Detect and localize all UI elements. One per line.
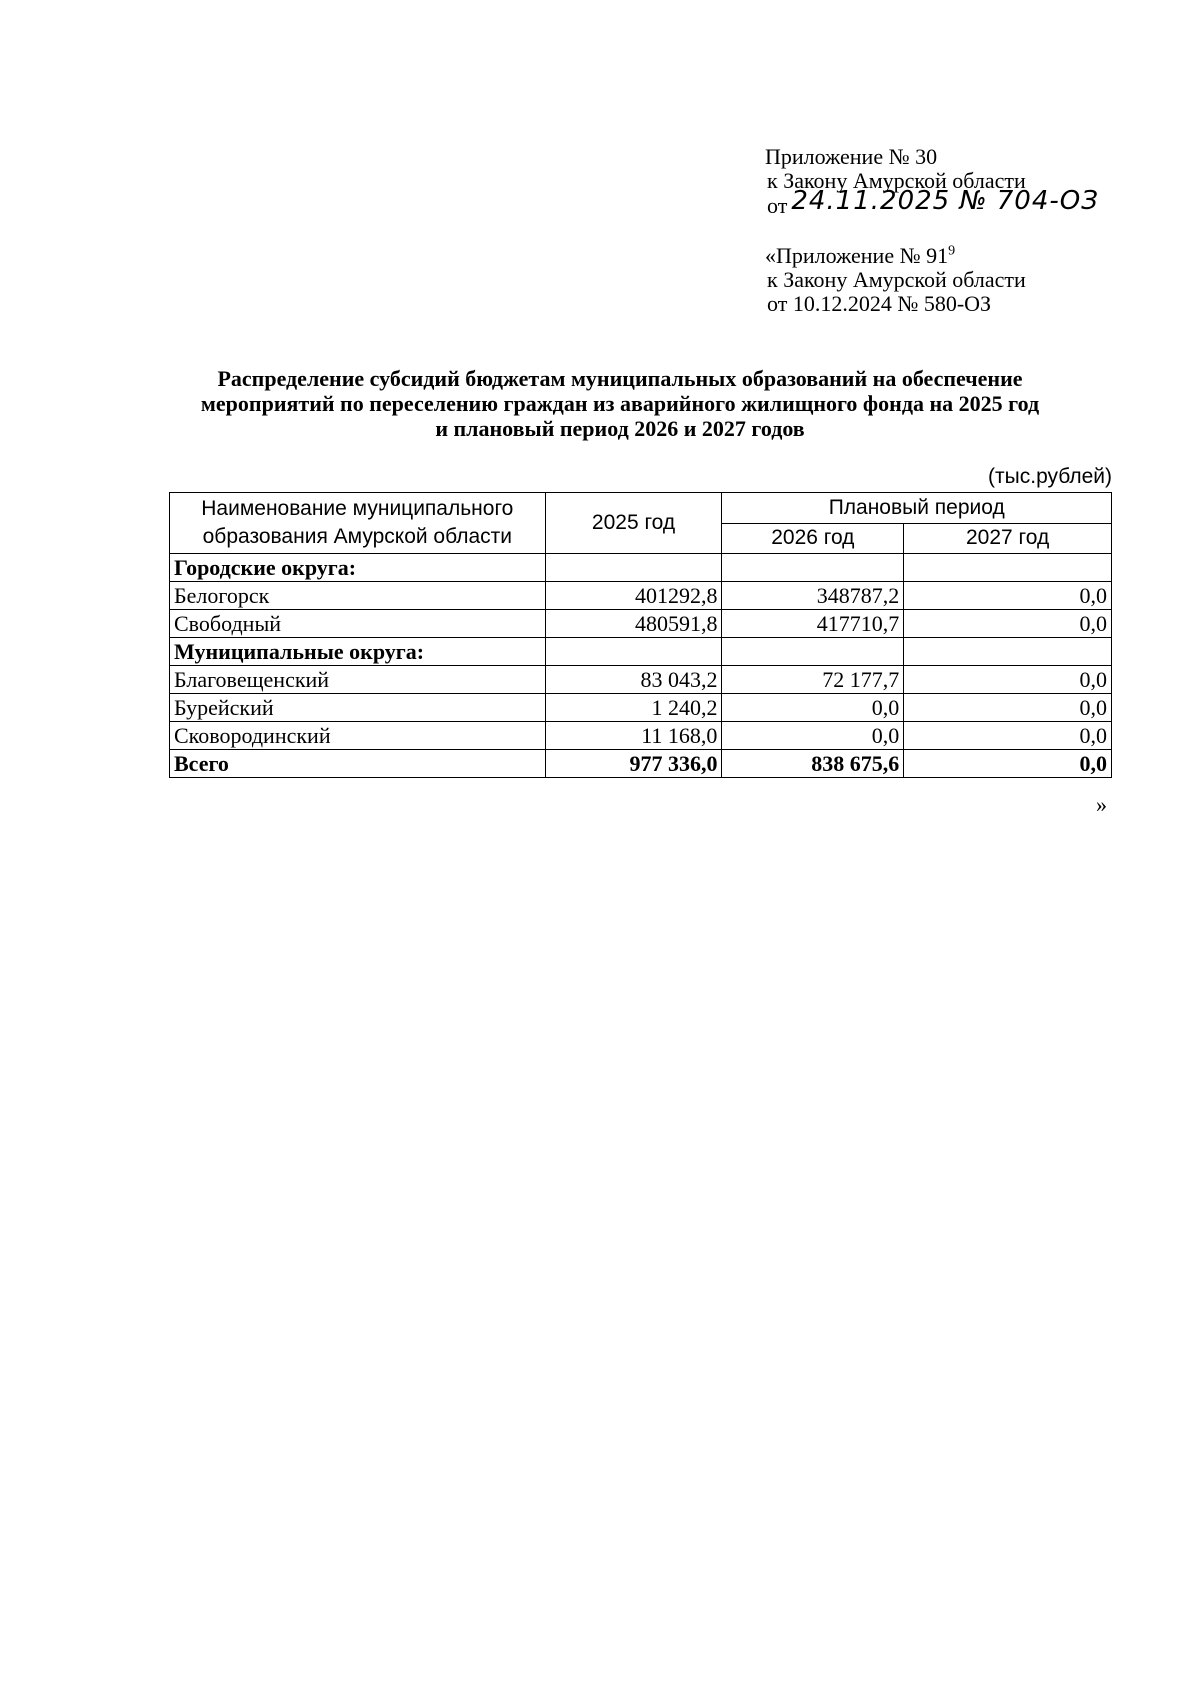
table-row [170, 694, 1112, 722]
row-value-2027: 0,0 [904, 694, 1112, 722]
row-value-2025: 11 168,0 [545, 722, 722, 750]
table-row [170, 610, 1112, 638]
row-name: Бурейский [170, 694, 546, 722]
table-row [170, 554, 1112, 582]
previous-annex-superscript: 9 [948, 243, 956, 259]
row-value-2026: 417710,7 [722, 610, 904, 638]
header-year-2025: 2025 год [545, 493, 722, 554]
title-line-2: мероприятий по переселению граждан из аварийного жилищного фонда на 2025 год [200, 391, 1040, 416]
row-value-2026: 348787,2 [722, 582, 904, 610]
row-value-2025: 480591,8 [545, 610, 722, 638]
row-name: Свободный [170, 610, 546, 638]
row-name: Благовещенский [170, 666, 546, 694]
previous-annex-number [765, 244, 1026, 268]
table-row [170, 638, 1112, 666]
row-value-2027: 0,0 [904, 666, 1112, 694]
row-value-2027: 0,0 [904, 610, 1112, 638]
header-planned-period: Плановый период [722, 493, 1112, 524]
row-value-2025: 83 043,2 [545, 666, 722, 694]
subsidy-table [169, 492, 1112, 778]
header-name-line-2: образования Амурской области [202, 525, 512, 548]
closing-quote: » [1096, 792, 1107, 817]
annex-date-line [767, 186, 1099, 218]
table-row [170, 666, 1112, 694]
title-line-3: и плановый период 2026 и 2027 годов [435, 416, 805, 441]
row-value-2026 [722, 554, 904, 582]
row-name: Городские округа: [170, 554, 546, 582]
row-value-2025: 1 240,2 [545, 694, 722, 722]
row-value-2027 [904, 554, 1112, 582]
header-name-line-1: Наименование муниципального [201, 497, 514, 520]
row-value-2026: 0,0 [722, 722, 904, 750]
header-year-2026: 2026 год [722, 523, 904, 554]
document-title [140, 366, 1100, 441]
row-value-2026: 0,0 [722, 694, 904, 722]
previous-annex-number-text: «Приложение № 91 [765, 243, 949, 268]
table-body [170, 554, 1112, 778]
title-line-1: Распределение субсидий бюджетам муниципальных образований на обеспечение [217, 366, 1023, 391]
row-value-2026: 72 177,7 [722, 666, 904, 694]
units-label: (тыс.рублей) [988, 465, 1112, 488]
row-value-2027: 0,0 [904, 582, 1112, 610]
annex-law: к Закону Амурской области [767, 168, 1026, 193]
total-value-2026: 838 675,6 [722, 750, 904, 778]
header-municipality-name [170, 493, 546, 554]
annex-number: Приложение № 30 [765, 144, 938, 169]
table-row [170, 722, 1112, 750]
total-row [170, 750, 1112, 778]
row-value-2025 [545, 638, 722, 666]
total-value-2027: 0,0 [904, 750, 1112, 778]
row-name: Муниципальные округа: [170, 638, 546, 666]
annex-reference [765, 145, 1099, 218]
row-name: Сковородинский [170, 722, 546, 750]
row-value-2027 [904, 638, 1112, 666]
previous-annex-law: к Закону Амурской области [767, 267, 1026, 292]
row-value-2027: 0,0 [904, 722, 1112, 750]
total-value-2025: 977 336,0 [545, 750, 722, 778]
table-header [170, 493, 1112, 554]
row-value-2025: 401292,8 [545, 582, 722, 610]
handwritten-date-number: 24.11.2025 № 704-ОЗ [791, 186, 1099, 216]
previous-annex-date: от 10.12.2024 № 580-ОЗ [767, 291, 992, 316]
previous-annex-reference [765, 244, 1026, 316]
table-row [170, 582, 1112, 610]
row-value-2026 [722, 638, 904, 666]
row-value-2025 [545, 554, 722, 582]
header-year-2027: 2027 год [904, 523, 1112, 554]
annex-date-prefix: от [767, 193, 788, 218]
row-name: Белогорск [170, 582, 546, 610]
total-label: Всего [170, 750, 546, 778]
